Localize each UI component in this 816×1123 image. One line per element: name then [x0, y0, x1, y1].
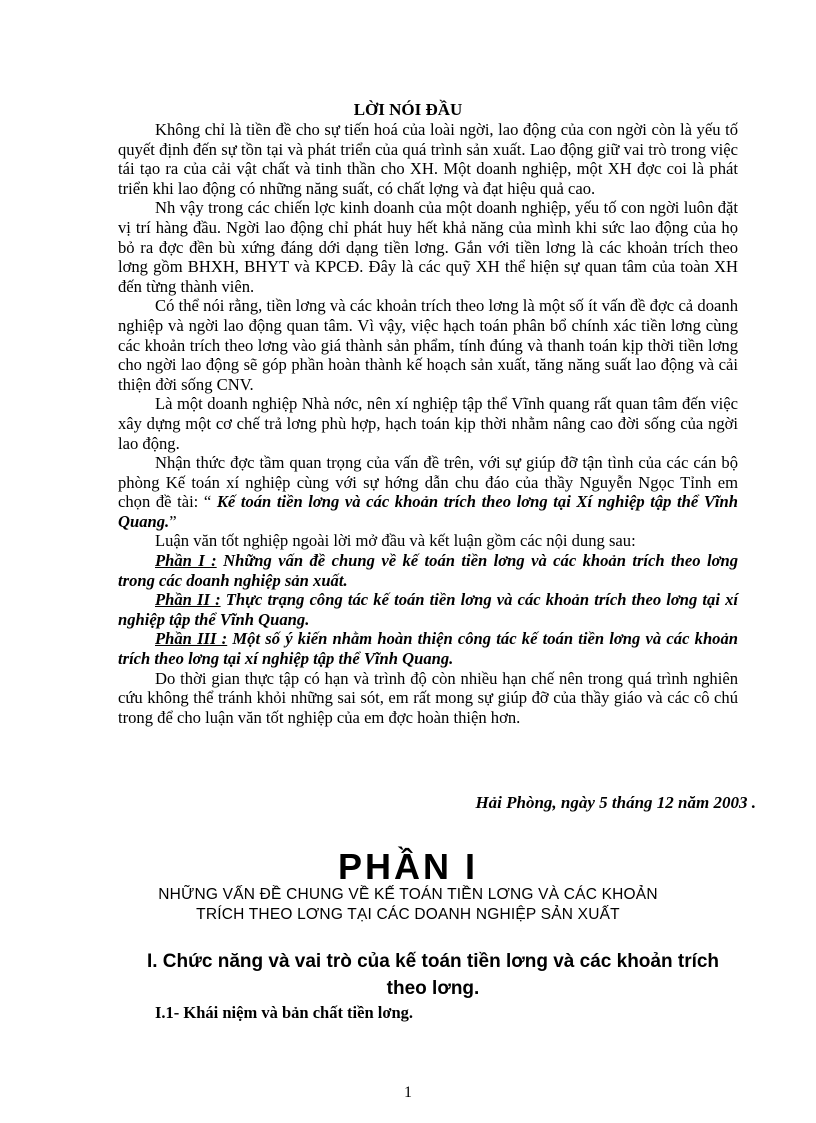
signature-line: Hải Phòng, ngày 5 tháng 12 năm 2003 . [475, 793, 756, 812]
paragraph-2: Nh vậy trong các chiến lợc kinh doanh của một doanh nghiệp, yếu tố con ngời luôn đặt vị trí hàng đầu. Ngời lao động chỉ phát huy hết khả năng của mình khi sức lao động của họ bỏ ra đợc đền bù xứng đáng dới dạng tiền lơng. Gắn với tiền lơng là các khoản trích theo lơng gồm BHXH, BHYT và KPCĐ. Đây là các quỹ XH thể hiện sự quan tâm của toàn XH đến từng thành viên. [118, 198, 738, 296]
section-heading: I. Chức năng và vai trò của kế toán tiền lơng và các khoản trích theo lơng. [146, 951, 720, 999]
paragraph-3: Có thể nói rằng, tiền lơng và các khoản trích theo lơng là một số ít vấn đề đợc cả doanh nghiệp và ngời lao động quan tâm. Vì vậy, việc hạch toán phân bổ chính xác tiền lơng cùng các khoản trích theo lơng vào giá thành sản phẩm, tính đúng và thanh toán kịp thời tiền lơng cho ngời lao động sẽ góp phần hoàn thành kế hoạch sản xuất, tăng năng suất lao động và cải thiện đời sống CNV. [118, 296, 738, 394]
part-subtitle-line-2: TRÍCH THEO LƠNG TẠI CÁC DOANH NGHIỆP SẢN XUẤT [196, 906, 620, 923]
paragraph-4: Là một doanh nghiệp Nhà nớc, nên xí nghiệp tập thể Vĩnh quang rất quan tâm đến việc xây dựng một cơ chế trả lơng phù hợp, hạch toán kịp thời nhằm nâng cao đời sống của ngời lao động. [118, 394, 738, 453]
part-3 [118, 629, 738, 668]
part-2 [118, 590, 738, 629]
page-title: LỜI NÓI ĐẦU [353, 100, 463, 119]
paragraph-6: Luận văn tốt nghiệp ngoài lời mở đầu và kết luận gồm các nội dung sau: [155, 531, 636, 551]
part-subtitle [0, 885, 816, 925]
part-3-label: Phần III : [155, 629, 228, 649]
part-subtitle-line-1: NHỮNG VẤN ĐỀ CHUNG VỀ KẾ TOÁN TIỀN LƠNG VÀ CÁC KHOẢN [158, 886, 658, 903]
part-2-label: Phần II : [155, 590, 221, 610]
part-1-label: Phần I : [155, 551, 217, 571]
thesis-topic: Kế toán tiền lơng và các khoản trích theo lơng tại Xí nghiệp tập thể Vĩnh Quang. [118, 492, 738, 531]
page-number: 1 [404, 1084, 412, 1101]
part-3-text: Một số ý kiến nhằm hoàn thiện công tác kế toán tiền lơng và các khoản trích theo lơng tại xí nghiệp tập thể Vĩnh Quang. [118, 629, 738, 669]
paragraph-5 [118, 453, 738, 531]
paragraph-7: Do thời gian thực tập có hạn và trình độ còn nhiều hạn chế nên trong quá trình nghiên cứu không thể tránh khỏi những sai sót, em rất mong sự giúp đỡ của thầy giáo và các cô chú trong để cho luận văn tốt nghiệp của em đợc hoàn thiện hơn. [118, 668, 738, 727]
part-1 [118, 551, 738, 590]
quote-close: ” [169, 511, 177, 531]
part-heading: PHẦN I [337, 846, 478, 887]
intro-body [118, 120, 738, 727]
paragraph-5-text: Nhận thức đợc tầm quan trọng của vấn đề trên, với sự giúp đỡ tận tình của các cán bộ phòng Kế toán xí nghiệp cùng với sự hớng dẫn chu đáo của thầy Nguyễn Ngọc Tỉnh em chọn đề tài: “ [118, 453, 738, 512]
paragraph-1: Không chỉ là tiền đề cho sự tiến hoá của loài ngời, lao động của con ngời còn là yếu tố quyết định đến sự tồn tại và phát triển của quá trình sản xuất. Lao động giữ vai trò trong việc tái tạo ra của cải vật chất và tinh thần cho XH. Một doanh nghiệp, một XH đợc coi là phát triển khi lao động có những năng suất, có chất lợng và đạt hiệu quả cao. [118, 120, 738, 198]
part-2-text: Thực trạng công tác kế toán tiền lơng và các khoản trích theo lơng tại xí nghiệp tập thể Vĩnh Quang. [118, 590, 738, 629]
subsection-heading: I.1- Khái niệm và bản chất tiền lơng. [155, 1003, 414, 1022]
part-1-text: Những vấn đề chung về kế toán tiền lơng và các khoản trích theo lơng trong các doanh nghiệp sản xuất. [118, 551, 738, 590]
